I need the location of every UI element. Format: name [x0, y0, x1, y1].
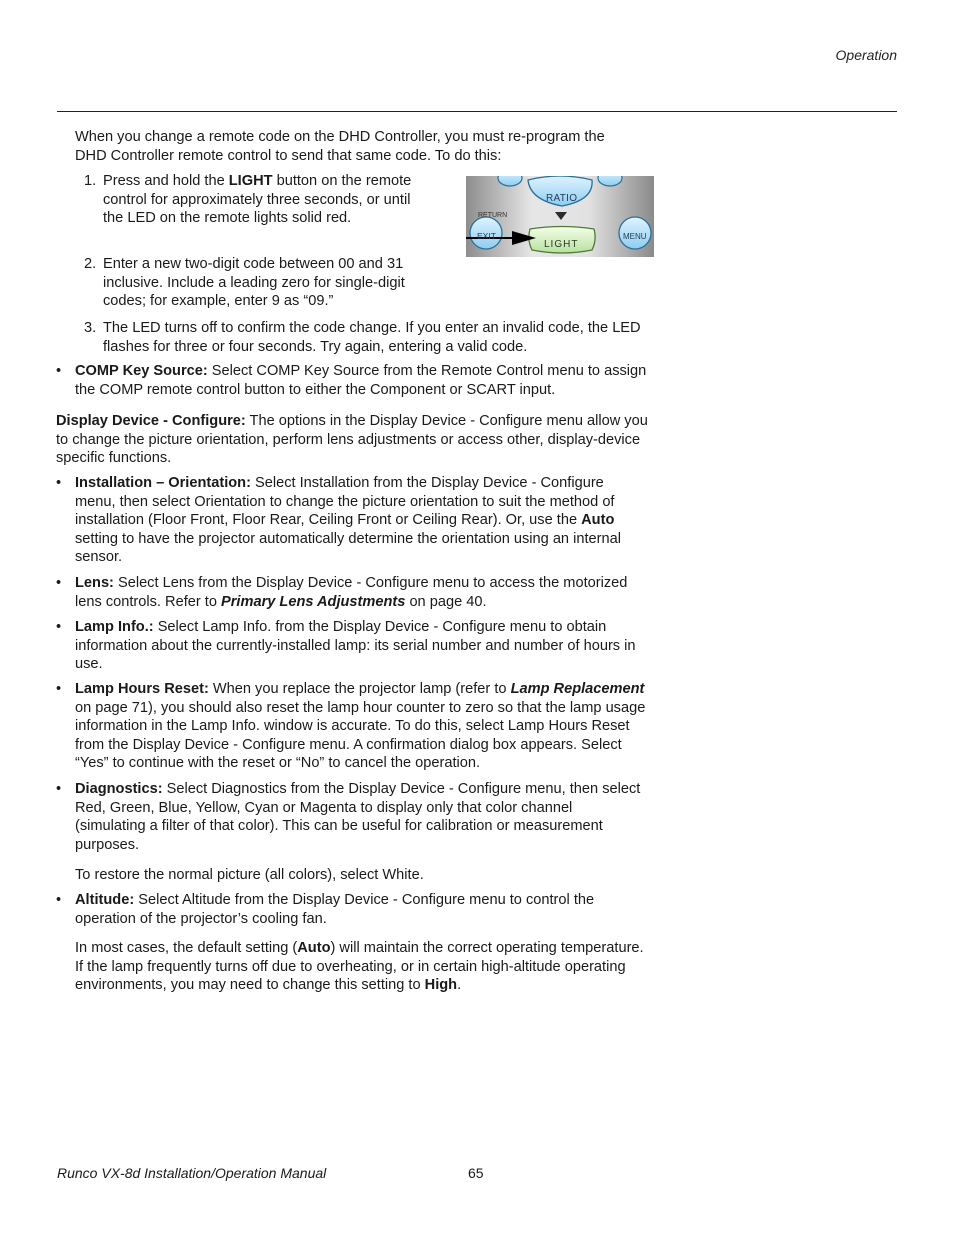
bullet-label: Diagnostics:	[75, 781, 163, 797]
bullet-diagnostics: • Diagnostics: Select Diagnostics from the Display Device - Configure menu, then select Red, Green, Blue, Yellow, Cyan or Magenta to display only that color channel (simulating a filter of that color). This can be useful for calibration or measurement purposes.	[56, 781, 641, 853]
lamp-replacement-link[interactable]: Lamp Replacement	[510, 681, 645, 697]
header-rule	[57, 111, 897, 112]
bullet-lens: • Lens: Select Lens from the Display Device - Configure menu to access the motorized lens controls. Refer to Primary Lens Adjustments on page 40.	[56, 575, 628, 610]
light-keyword: LIGHT	[228, 173, 273, 189]
step-text: Press and hold the LIGHT button on the remote control for approximately three seconds, or until the LED on the remote lights solid red.	[103, 173, 412, 227]
bullet-lamp-hours-reset: • Lamp Hours Reset: When you replace the projector lamp (refer to Lamp Replacement on page 71), you should also reset the lamp hour counter to zero so that the lamp usage information in the Lamp Info. window is accurate. To do this, select Lamp Hours Reset from the Display Device - Configure menu. A confirmation dialog box appears. Select “Yes” to continue with the reset or “No” to cancel the operation.	[56, 681, 646, 772]
restore-paragraph: To restore the normal picture (all colors), select White.	[75, 867, 424, 883]
footer-manual-title: Runco VX-8d Installation/Operation Manual	[57, 1165, 327, 1181]
bullet-installation-orientation: • Installation – Orientation: Select Installation from the Display Device - Configure menu, then select Orientation to change the picture orientation to suit the method of installation (Floor Front, Floor Rear, Ceiling Front or Ceiling Rear). Or, use the Auto setting to have the projector automatically determine the orientation using an internal sensor.	[56, 475, 621, 566]
step-2	[84, 255, 424, 311]
remote-control-illustration	[466, 176, 654, 257]
bullet-label: Lens:	[75, 575, 114, 591]
bullet-label: Lamp Hours Reset:	[75, 681, 209, 697]
bullet-dot: •	[56, 475, 62, 491]
bullet-dot: •	[56, 892, 62, 908]
step-text: Enter a new two-digit code between 00 and 31 inclusive. Include a leading zero for single-digit codes; for example, enter 9 as “09.”	[103, 256, 405, 310]
bullet-dot: •	[56, 363, 62, 379]
high-keyword: High	[424, 977, 458, 994]
bullet-dot: •	[56, 781, 62, 797]
step-number: 3.	[84, 320, 97, 336]
step-3	[84, 319, 659, 356]
intro-paragraph: When you change a remote code on the DHD Controller, you must re-program the DHD Controller remote control to send that same code. To do this:	[75, 129, 605, 164]
menu-button-label: MENU	[623, 232, 647, 241]
paragraph-label: Display Device - Configure:	[56, 413, 246, 429]
bullet-label: Lamp Info.:	[75, 619, 154, 635]
return-label: RETURN	[478, 212, 508, 219]
altitude-note-paragraph: In most cases, the default setting (Auto) will maintain the correct operating temperature. If the lamp frequently turns off due to overheating, or in certain high-altitude operating environments, you may need to change this setting to High.	[75, 940, 644, 994]
bullet-lamp-info: • Lamp Info.: Select Lamp Info. from the Display Device - Configure menu to obtain information about the currently-installed lamp: its serial number and number of hours in use.	[56, 619, 636, 673]
bullet-altitude: • Altitude: Select Altitude from the Display Device - Configure menu to control the operation of the projector’s cooling fan.	[56, 892, 595, 927]
footer-page-number: 65	[468, 1165, 484, 1181]
bullet-dot: •	[56, 619, 62, 635]
light-button-label: LIGHT	[544, 239, 579, 250]
step-1	[84, 172, 419, 228]
auto-keyword: Auto	[297, 940, 331, 956]
bullet-label: Altitude:	[75, 892, 135, 908]
bullet-label: COMP Key Source:	[75, 363, 208, 379]
exit-button-label: EXIT	[477, 231, 496, 241]
bullet-comp-key-source: • COMP Key Source: Select COMP Key Source from the Remote Control menu to assign the COMP remote control button to either the Component or SCART input.	[56, 363, 647, 398]
display-configure-paragraph: Display Device - Configure: The options in the Display Device - Configure menu allow you to change the picture orientation, perform lens adjustments or access other, display-device specific functions.	[56, 413, 648, 467]
running-header: Operation	[835, 47, 897, 63]
primary-lens-adjustments-link[interactable]: Primary Lens Adjustments	[221, 593, 406, 610]
bullet-dot: •	[56, 575, 62, 591]
auto-keyword: Auto	[581, 512, 615, 529]
bullet-dot: •	[56, 681, 62, 697]
step-number: 2.	[84, 256, 97, 272]
step-text: The LED turns off to confirm the code change. If you enter an invalid code, the LED flashes for three or four seconds. Try again, entering a valid code.	[103, 320, 641, 355]
bullet-label: Installation – Orientation:	[75, 475, 251, 491]
step-number: 1.	[84, 173, 97, 189]
ratio-button-label: RATIO	[546, 193, 578, 204]
